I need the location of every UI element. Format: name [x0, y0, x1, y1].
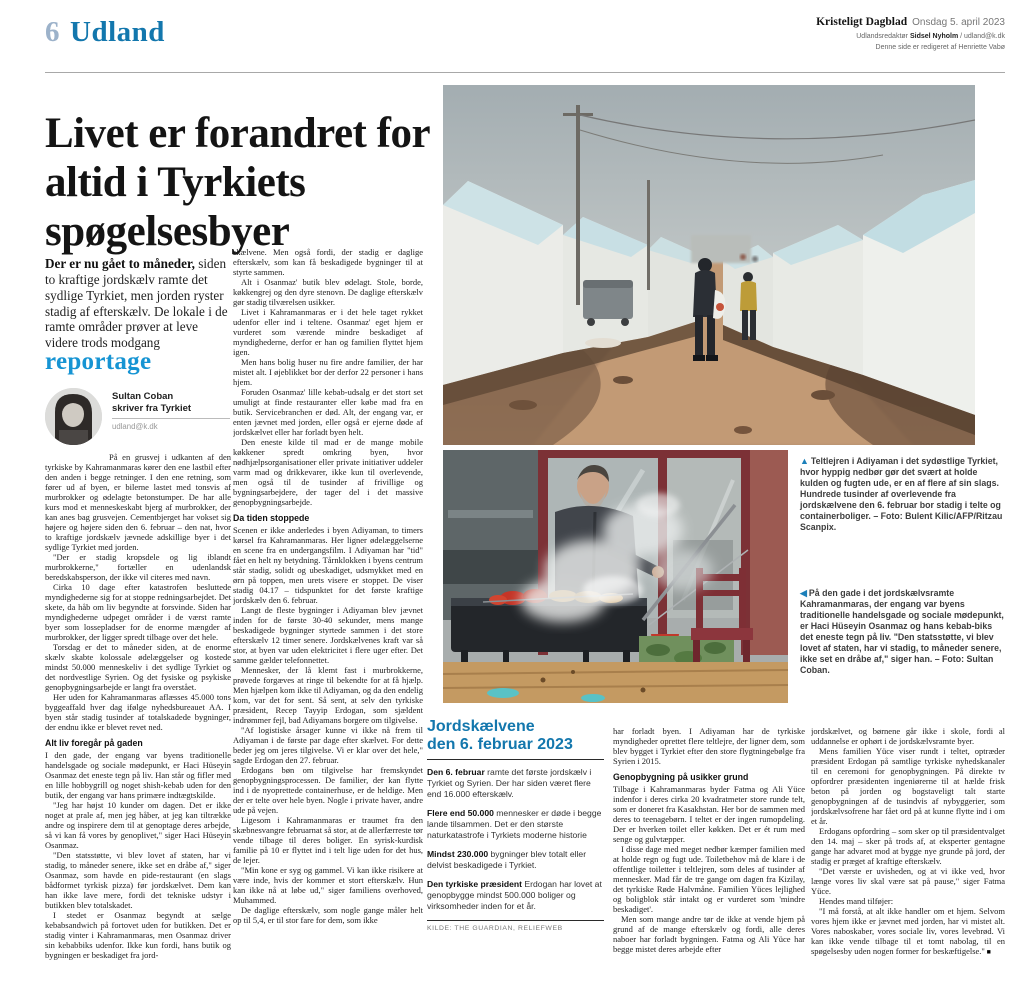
body-paragraph: Men hans bolig huser nu fire andre familier, der har mistet alt. I øjeblikket bor der derfor 22 personer i hans hjem. — [233, 357, 423, 387]
body-column-5 — [811, 726, 1005, 994]
page-number: 6 — [45, 16, 60, 48]
tent-camp-photo-art — [443, 85, 975, 445]
paper-name-line — [816, 12, 1005, 30]
body-paragraph: Langt de fleste bygninger i Adiyaman blev jævnet inden for de første 30-40 sekunder, mens mange beskadigede bygninger styrtede sammen i det store efterskælv 12 timer senere. Jordskælvenes kraft var så stor, at byen var uden elektricitet i flere uger efter. Det samme gælder telefonnettet. — [233, 605, 423, 665]
body-paragraph: Her uden for Kahramanmaras aflæsses 45.000 tons byggeaffald hver dag ifølge nyhedsbureauet AA. I byen står stadig tusinder af totalskadede bygninger, der endnu ikke er blevet revet ned. — [45, 692, 231, 732]
article-headline: Livet er forandret for altid i Tyrkiets spøgelsesbyer — [45, 109, 430, 255]
factbox-title-line1: Jordskælvene — [427, 718, 535, 735]
body-paragraph: "Det værste er uvisheden, og at vi ikke ved, hvor længe vores liv skal være sat på pause," siger Fatma Yüce. — [811, 866, 1005, 896]
body-paragraph: Scenen er ikke anderledes i byen Adiyaman, to timers kørsel fra Kahramanmaras. Her ligner ødelæggelserne en scene fra en undergangsfilm. I Adiyaman har "tid" fået en helt ny betydning. Tårnklokken i byens centrum står stadig, solidt og ubeskadiget, udsmykket med en ørn på toppen, men urets visere er stoppet. De viser stadig 04.17 – tidspunktet for det første kraftige jordskælv den 6. februar. — [233, 525, 423, 605]
factbox-items — [427, 767, 604, 912]
body-paragraph: Den eneste kilde til mad er de mange mobile køkkener spredt omkring byen, hvor nødhjælpsorganisationer eller private initiativer uddeler varm mad og drikkevarer, ikke kun til overlevende, men også til de tusinder af frivillige og bygningsarbejdere, der tager del i det massive genopbygningsarbejde. — [233, 437, 423, 507]
byline-rule — [112, 418, 230, 419]
up-triangle-icon: ▲ — [800, 456, 809, 466]
body-paragraph: jordskælvet, og børnene går ikke i skole, fordi al uddannelse er ophørt i de jordskælvsramte byer. — [811, 726, 1005, 746]
byline-block — [112, 391, 234, 431]
body-paragraph: har forladt byen. I Adiyaman har de tyrkiske myndigheder oprettet flere teltlejre, der ligner dem, som blev bygget i Tyrkiet efter den store flygtningebølge fra Syrien i 2015. — [613, 726, 805, 766]
body-paragraph: Erdogans opfordring – som sker op til præsidentvalget den 14. maj – sker på trods af, at eksperter gentagne gange har advaret mod at bygge nye grunde på jord, der stadig er præget af kraftige efterskælv. — [811, 826, 1005, 866]
standfirst-rest: siden to kraftige jordskælv ramte det sydlige Tyrkiet, men jorden ryster stadig af efterskælv. De lokale i de ramte områder prøver at leve videre trods modgang — [45, 256, 228, 351]
editor-label: Udlandsredaktør — [856, 33, 908, 40]
body-subhead: Alt liv foregår på gaden — [45, 738, 143, 748]
body-paragraph: I den gade, der engang var byens traditionelle handelsgade og sociale mødepunkt, er Haci Hüseyin Osanmaz det eneste tegn på liv. Han står og fifler med en lille hobbygrill og noget shish-kebab uden for den butik, der engang var hans primære indtægtskilde. — [45, 750, 231, 800]
standfirst-lead: Der er nu gået to måneder, — [45, 256, 195, 272]
body-paragraph: Erdogans bøn om tilgivelse har fremskyndet genopbygningsprocessen. De familier, der kan flytte ind i de nyoprettede containerhuse, er de heldige. Men der er telte over hele byen. Nogle i private haver, andre ude på vejen. — [233, 765, 423, 815]
body-subhead: Da tiden stoppede — [233, 513, 310, 523]
edited-by-line: Denne side er redigeret af Henriette Vabø — [875, 44, 1005, 51]
editor-email: / udland@k.dk — [960, 33, 1005, 40]
body-paragraph: Alt i Osanmaz' butik blev ødelagt. Stole, borde, køkkengrej og den dyre stenovn. De daglige efterskælv gør stadig tilværelsen usikker. — [233, 277, 423, 307]
body-paragraph: Foruden Osanmaz' lille kebab-udsalg er det stort set umuligt at finde restauranter eller købe mad fra en butik. Servicebranchen er død. Alt, der engang var, er enten jævnet med jorden, eller også er ejerne døde af jordskælvet eller har forladt byen helt. — [233, 387, 423, 437]
body-paragraph: I disse dage med meget nedbør kæmper familien med at holde regn og fugt ude. Toiletbehov må de klare i de offentlige toiletter i teltlejren, som deles af tusinder af mennesker. Mad får de tre gange om dagen fra Kizilay, det tyrkiske Røde Halvmåne. Familien Yüces lejlighed og boligblok står intakt og er vurderet som 'mindre beskadiget'. — [613, 844, 805, 914]
editor-line — [816, 32, 1005, 41]
body-paragraph: Torsdag er det to måneder siden, at de enorme skælv skabte kolossale ødelæggelser og kostede mindst 50.000 menneskeliv i det sydlige Tyrkiet og det nordvestlige Syrien. Og det fysiske og psykiske genopbygningsarbejde er langt fra overstået. — [45, 642, 231, 692]
body-paragraph: Hendes mand tilføjer: — [819, 896, 894, 906]
body-column-1 — [45, 452, 231, 992]
author-email: udland@k.dk — [112, 422, 158, 431]
body-paragraph: skælvene. Men også fordi, der stadig er daglige efterskælv, som kan få beskadigede bygninger til at styrte sammen. — [233, 247, 423, 277]
body-subhead: Genopbygning på usikker grund — [613, 772, 749, 782]
factbox-title-rule — [427, 759, 604, 760]
body-paragraph: Mens familien Yüce viser rundt i teltet, optræder præsident Erdogan på samtlige tyrkiske nyhedskanaler til en ceremoni for genopbygningen. På direkte tv opfordrer præsidenten ingeniørerne til at hælde frisk beton på jorden og bogstaveligt talt starte genopbygningen af de tusindvis af nybyggerier, som jordskælvsofrene har fået ord på at kunne flytte ind i om et år. — [811, 746, 1005, 826]
body-paragraph: Tilbage i Kahramanmaras byder Fatma og Ali Yüce indenfor i deres cirka 20 kvadratmeter store runde telt, som er doneret fra Kasakhstan. Her bor de sammen med deres to teenagebørn. I teltet er der ingen rumopdeling. Der er hverken toilet eller køkken. Det er ét rum med senge og gulvtæpper. — [613, 784, 805, 844]
author-name: Sultan Coban — [112, 391, 174, 402]
section-header — [45, 16, 165, 49]
body-paragraph: Cirka 10 dage efter katastrofen besluttede myndighederne sig for at stoppe redningsarbejdet. Det skete, da håb om liv begyndte at forsvinde. Siden har myndighederne udpeget områder i de værst ramte byer som lossepladser for de enorme mængder af murbrokker, der ligger spredt tilbage over det hele. — [45, 582, 231, 642]
kebab-photo-art — [443, 450, 788, 703]
end-of-article-marker: ■ — [984, 948, 991, 956]
body-paragraph: De daglige efterskælv, som nogle gange måler helt op til 5,4, er til stor fare for dem, som ikke — [233, 905, 423, 925]
body-column-4 — [613, 726, 805, 994]
section-title: Udland — [70, 16, 165, 48]
factbox-source: KILDE: THE GUARDIAN, RELIEFWEB — [427, 925, 563, 932]
factbox-title-line2: den 6. februar 2023 — [427, 736, 573, 753]
photo-caption-2-text: På den gade i det jordskælvsramte Kahramanmaras, der engang var byens traditionelle handelsgade og sociale mødepunkt, er Haci Hüseyin Osanmaz og hans kebab-biks det eneste tegn på liv. "Den statsstøtte, vi blev lovet af staten, har vi stadig, to måneder senere, ikke set en dråbe af," siger han. – Foto: Sultan Coban. — [800, 588, 1004, 675]
body-paragraph: "Min kone er syg og gammel. Vi kan ikke risikere at være inde, hvis der kommer et stort efterskælv. Hun kan ikke nå at løbe ud," siger familiens overhoved, Muhammed. — [233, 865, 423, 905]
factbox-title — [427, 718, 604, 754]
factbox-item: Mindst 230.000 bygninger blev totalt eller delvist beskadigede i Tyrkiet. — [427, 849, 587, 870]
author-portrait-image — [45, 388, 102, 445]
body-paragraph: Livet i Kahramanmaras er i det hele taget rykket udenfor eller ind i teltene. Osanmaz' eget hjem er vurderet som værende mindre beskadiget af myndighederne, derfor er han og familien flyttet hjem igen. — [233, 307, 423, 357]
photo-caption-1 — [800, 456, 1007, 533]
factbox-item: Den tyrkiske præsident Erdogan har lovet at genopbygge mindst 500.000 boliger og virksomheder inden for et år. — [427, 879, 602, 911]
factbox-item: Flere end 50.000 mennesker er døde i begge lande tilsammen. Det er den største naturkatastrofe i Tyrkiets moderne historie — [427, 808, 602, 840]
left-triangle-icon: ◀ — [800, 588, 807, 598]
photo-caption-2 — [800, 588, 1007, 676]
body-paragraph: Men som mange andre tør de ikke at vende hjem på grund af de mange efterskælv og fordi, alle deres naboer har forladt bygningen. Fatma og Ali Yüce har begge mistet deres arbejde efter — [613, 914, 805, 954]
author-portrait — [45, 388, 102, 445]
masthead-right — [816, 12, 1005, 52]
tent-camp-photo — [443, 85, 975, 445]
genre-label: reportage — [45, 348, 152, 375]
editor-name: Sidsel Nyholm — [909, 33, 959, 40]
body-paragraph: "Der er stadig kropsdele og lig iblandt murbrokkerne," fortæller en udenlandsk beredskabsperson, der ikke vil citeres med navn. — [45, 552, 231, 582]
body-paragraph: "Den statsstøtte, vi blev lovet af staten, har vi stadig, to måneder senere, ikke set en dråbe af," siger Osanmaz, som havde en pide-restaurant (en slags bådformet tyrkisk pizza) før jordskælvet. Dem kan han ikke lave mere, fordi det tekniske udstyr i butikken blev totalskadet. — [45, 850, 231, 910]
kebab-photo — [443, 450, 788, 703]
body-paragraph: "I må forstå, at alt ikke handler om et hjem. Selvom vores hjem ikke er jævnet med jorden, har vi mistet alt. Vores naboskaber, vores sociale liv, vores levebrød. Vi kan ikke vende tilbage til et tomt nabolag, til en spøgelsesby uden nogen former for beskæftigelse." ■ — [811, 906, 1005, 956]
photo-caption-1-text: Teltlejren i Adiyaman i det sydøstlige Tyrkiet, hvor hyppig nedbør gør det svært at holde kulden og fugten ude, er en af flere af sin slags. Hundrede tusinder af overlevende fra jordskælvene den 6. februar bor stadig i telte og containerboliger. – Foto: Bulent Kilic/AFP/Ritzau Scanpix. — [800, 456, 1003, 532]
body-paragraph: På en grusvej i udkanten af den tyrkiske by Kahramanmaras kører den ene lastbil efter den anden i begge retninger. I den ene retning, som fører ud af byen, er bilerne lastet med tonsvis af murbrokker og ødelagte betonstumper. De har alle kurs mod et menneskeskabt bjerg af murbrokker, der kan anes bag grusvejen. Cementbjerget har vokset sig højere og højere siden den 6. februar – den nat, hvor to kraftige jordskælv jævnede adskillige byer i det sydlige Tyrkiet med jorden. — [45, 452, 231, 552]
body-column-2 — [233, 247, 423, 993]
factbox-source-rule — [427, 920, 604, 921]
body-paragraph: I stedet er Osanmaz begyndt at sælge kebabsandwich på fortovet uden for butikken. Det er stadig vinter i Kahramanmaras, men Osanmaz driver sin kebabbiks udenfor. Ikke kun fordi, hans butik og bygningen er beskadiget fra jord- — [45, 910, 231, 960]
paper-name: Kristeligt Dagblad — [816, 16, 908, 28]
header-rule — [45, 72, 1005, 73]
body-paragraph: "Jeg har højst 10 kunder om dagen. Det er ikke noget at prale af, men jeg håber, at jeg kan tiltrække andre og inspirere dem til at genoptage deres arbejde, så vi kan få vores by genoplivet," siger Haci Hüseyin Osanmaz. — [45, 800, 231, 850]
body-paragraph: Mennesker, der lå klemt fast i murbrokkerne, prøvede forgæves at ringe til bekendte for at få hjælp. Men hjælpen kom ikke til Adiyaman, og da den endelig kom, var det for sent. Så sent, at selv den tyrkiske præsident, Recep Tayyip Erdogan, som sjældent indrømmer fejl, bad Adiyamans borgere om tilgivelse. — [233, 665, 423, 725]
article-standfirst — [45, 256, 232, 351]
author-role: skriver fra Tyrkiet — [112, 402, 192, 414]
body-paragraph: "Af logistiske årsager kunne vi ikke nå frem til Adiyaman i de første par dage efter skælvet. For dette beder jeg om jeres tilgivelse. Vi er klar over det hele," sagde Erdogan den 27. februar. — [233, 725, 423, 765]
factbox — [427, 718, 604, 980]
factbox-item: Den 6. februar ramte det første jordskælv i Tyrkiet og Syrien. Der har siden været flere end 16.000 efterskælv. — [427, 767, 592, 799]
issue-date: Onsdag 5. april 2023 — [912, 17, 1005, 28]
body-paragraph: Ligesom i Kahramanmaras er traumet fra den skæbnesvangre februarnat så stor, at de allerfærreste tør vende tilbage til deres boliger. En syrisk-kurdisk familie på 10 er flyttet ind i telt lige uden for det hus, de lejer. — [233, 815, 423, 865]
